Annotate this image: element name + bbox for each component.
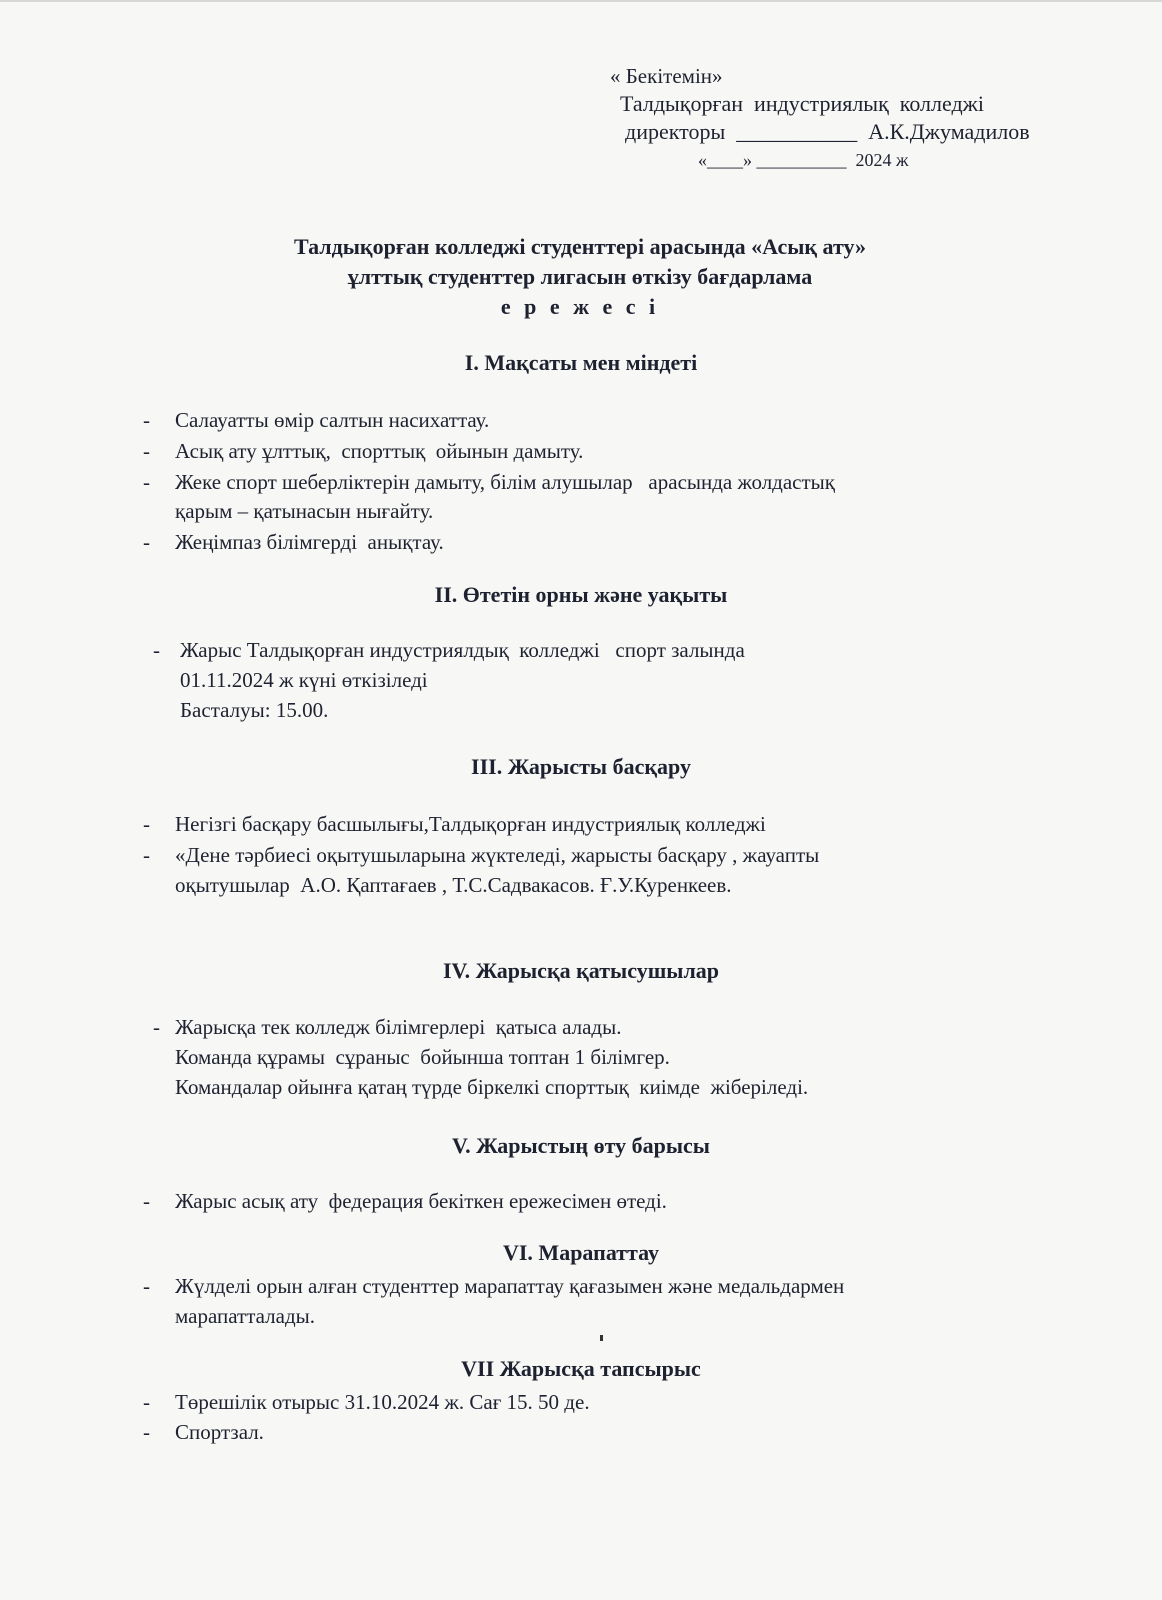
approval-organization: Талдықорған индустриялық колледжі: [620, 91, 984, 116]
section-3-line: «Дене тәрбиесі оқытушыларына жүктеледі, жарысты басқару , жауапты: [175, 843, 820, 867]
section-2-line: Жарыс Талдықорған индустриялдық колледжі спорт залында: [180, 638, 745, 662]
section-3-line: оқытушылар А.О. Қаптағаев , Т.С.Садвакасов. Ғ.У.Куренкеев.: [175, 873, 732, 897]
section-6-line: марапатталады.: [175, 1304, 315, 1328]
bullet-dash: -: [143, 1189, 150, 1213]
section-6-heading: VI. Марапаттау: [502, 1240, 660, 1265]
bullet-dash: -: [143, 843, 150, 867]
title-line-3: е р е ж е с і: [500, 294, 660, 319]
bullet-dash: -: [153, 638, 160, 662]
section-1-item: Жеке спорт шеберліктерін дамыту, білім алушылар арасында жолдастық: [175, 470, 835, 494]
bullet-dash: -: [143, 408, 150, 432]
bullet-dash: -: [143, 470, 150, 494]
title-line-1: Талдықорған колледжі студенттері арасында «Асық ату»: [293, 234, 867, 259]
bullet-dash: -: [143, 1420, 150, 1444]
scan-speck: [600, 1335, 603, 1341]
approval-director: директоры ___________ А.К.Джумадилов: [625, 119, 1030, 144]
section-2-line: 01.11.2024 ж күні өткізіледі: [180, 668, 428, 692]
section-7-line: Төрешілік отырыс 31.10.2024 ж. Сағ 15. 50 де.: [175, 1390, 590, 1414]
section-7-line: Спортзал.: [175, 1420, 264, 1444]
section-3-heading: III. Жарысты басқару: [471, 754, 691, 779]
section-5-heading: V. Жарыстың өту барысы: [452, 1133, 710, 1158]
section-6-line: Жүлделі орын алған студенттер марапаттау қағазымен және медальдармен: [175, 1274, 845, 1298]
bullet-dash: -: [143, 439, 150, 463]
section-1-heading: I. Мақсаты мен міндеті: [464, 350, 698, 375]
bullet-dash: -: [143, 1274, 150, 1298]
section-1-item: Асық ату ұлттық, спорттық ойынын дамыту.: [175, 439, 584, 463]
section-1-item: Жеңімпаз білімгерді анықтау.: [175, 530, 444, 554]
section-4-line: Командалар ойынға қатаң түрде біркелкі спорттық киімде жіберіледі.: [175, 1075, 809, 1099]
section-4-line: Команда құрамы сұраныс бойынша топтан 1 білімгер.: [175, 1045, 670, 1069]
bullet-dash: -: [143, 530, 150, 554]
title-line-2: ұлттық студенттер лигасын өткізу бағдарлама: [347, 264, 813, 289]
scan-edge: [0, 0, 1162, 2]
bullet-dash: -: [153, 1015, 160, 1039]
section-4-line: Жарысқа тек колледж білімгерлері қатыса алады.: [175, 1015, 622, 1039]
section-5-line: Жарыс асық ату федерация бекіткен ережесімен өтеді.: [175, 1189, 667, 1213]
section-1-item-continued: қарым – қатынасын нығайту.: [175, 499, 434, 523]
section-7-heading: VII Жарысқа тапсырыс: [461, 1356, 701, 1381]
bullet-dash: -: [143, 1390, 150, 1414]
section-3-line: Негізгі басқару басшылығы,Талдықорған индустриялық колледжі: [175, 812, 766, 836]
approval-label: « Бекітемін»: [610, 64, 723, 88]
section-2-line: Басталуы: 15.00.: [180, 698, 329, 722]
section-4-heading: IV. Жарысқа қатысушылар: [442, 958, 720, 983]
section-1-item: Салауатты өмір салтын насихаттау.: [175, 408, 490, 432]
approval-block: [610, 62, 1030, 174]
bullet-dash: -: [143, 812, 150, 836]
section-2-heading: II. Өтетін орны және уақыты: [434, 582, 728, 607]
approval-date: «____» __________ 2024 ж: [698, 150, 909, 170]
document-title: [130, 232, 1030, 322]
